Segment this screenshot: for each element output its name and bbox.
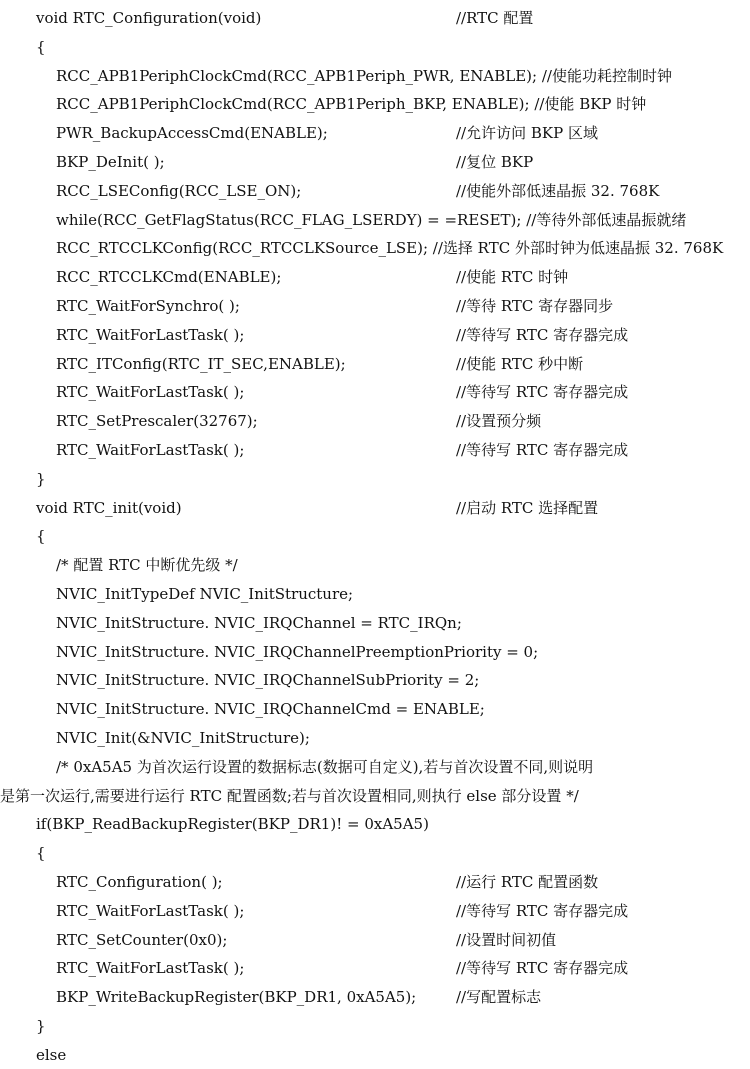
code-line	[0, 292, 750, 321]
code-text: RCC_APB1PeriphClockCmd(RCC_APB1Periph_PWR, ENABLE); //使能功耗控制时钟	[56, 66, 672, 85]
code-line	[0, 724, 750, 753]
code-line	[0, 522, 750, 551]
code-text: if(BKP_ReadBackupRegister(BKP_DR1)! = 0xA5A5)	[36, 815, 429, 834]
code-line	[0, 609, 750, 638]
code-comment: //设置时间初值	[456, 930, 557, 949]
code-text: RTC_ITConfig(RTC_IT_SEC,ENABLE);	[56, 354, 346, 373]
code-text: NVIC_InitTypeDef NVIC_InitStructure;	[56, 584, 354, 603]
code-text: {	[36, 527, 46, 546]
code-text: {	[36, 37, 46, 56]
code-text: RTC_WaitForLastTask( );	[56, 383, 245, 402]
code-text: }	[36, 469, 46, 488]
code-text: RTC_WaitForLastTask( );	[56, 325, 245, 344]
code-text: void RTC_Configuration(void)	[36, 9, 262, 27]
code-text: /* 0xA5A5 为首次运行设置的数据标志(数据可自定义),若与首次设置不同,则说明	[56, 757, 594, 776]
code-line	[0, 753, 750, 782]
code-line	[0, 465, 750, 494]
code-line	[0, 926, 750, 955]
code-comment: //等待写 RTC 寄存器完成	[456, 325, 629, 344]
code-line	[0, 983, 750, 1012]
code-text: BKP_DeInit( );	[56, 152, 165, 171]
code-text: RTC_Configuration( );	[56, 872, 223, 891]
code-text: RTC_WaitForLastTask( );	[56, 959, 245, 978]
code-line	[0, 321, 750, 350]
code-line	[0, 1041, 750, 1069]
code-text: RCC_RTCCLKCmd(ENABLE);	[56, 268, 282, 287]
code-text: RTC_WaitForSynchro( );	[56, 296, 240, 315]
code-text: NVIC_InitStructure. NVIC_IRQChannelCmd = ENABLE;	[56, 700, 485, 719]
code-line	[0, 551, 750, 580]
code-comment: //等待 RTC 寄存器同步	[456, 296, 614, 315]
code-line	[0, 4, 750, 33]
code-comment: //使能 RTC 时钟	[456, 268, 569, 287]
code-line	[0, 839, 750, 868]
code-line	[0, 695, 750, 724]
code-text: RTC_WaitForLastTask( );	[56, 440, 245, 459]
code-comment: //复位 BKP	[456, 152, 534, 171]
code-text: BKP_WriteBackupRegister(BKP_DR1, 0xA5A5);	[56, 988, 417, 1007]
code-text: while(RCC_GetFlagStatus(RCC_FLAG_LSERDY) = =RESET); //等待外部低速晶振就绪	[56, 210, 687, 229]
code-comment: //运行 RTC 配置函数	[456, 872, 599, 891]
code-line	[0, 810, 750, 839]
code-comment: //启动 RTC 选择配置	[456, 498, 599, 517]
code-comment: //等待写 RTC 寄存器完成	[456, 440, 629, 459]
code-line	[0, 206, 750, 235]
code-text: NVIC_Init(&NVIC_InitStructure);	[56, 728, 310, 747]
code-line	[0, 494, 750, 523]
code-comment: //使能外部低速晶振 32. 768K	[456, 181, 660, 200]
code-text: RTC_WaitForLastTask( );	[56, 901, 245, 920]
code-text: NVIC_InitStructure. NVIC_IRQChannelSubPriority = 2;	[56, 671, 480, 690]
code-line	[0, 868, 750, 897]
code-text: else	[36, 1045, 67, 1064]
code-comment: //允许访问 BKP 区域	[456, 124, 598, 143]
code-text: NVIC_InitStructure. NVIC_IRQChannel = RTC_IRQn;	[56, 613, 462, 632]
code-line	[0, 350, 750, 379]
code-line	[0, 954, 750, 983]
code-comment: //设置预分频	[456, 412, 542, 431]
code-text: RTC_SetCounter(0x0);	[56, 930, 228, 949]
code-text: RTC_SetPrescaler(32767);	[56, 412, 258, 431]
code-comment: //写配置标志	[456, 988, 542, 1007]
code-line	[0, 33, 750, 62]
code-comment: //RTC 配置	[456, 9, 534, 27]
code-line	[0, 897, 750, 926]
code-text: /* 配置 RTC 中断优先级 */	[56, 556, 238, 575]
code-line	[0, 1012, 750, 1041]
code-line	[0, 148, 750, 177]
code-line	[0, 782, 750, 811]
code-line	[0, 62, 750, 91]
code-comment: //等待写 RTC 寄存器完成	[456, 383, 629, 402]
code-comment: //等待写 RTC 寄存器完成	[456, 901, 629, 920]
code-text: NVIC_InitStructure. NVIC_IRQChannelPreemptionPriority = 0;	[56, 642, 539, 661]
code-text: RCC_RTCCLKConfig(RCC_RTCCLKSource_LSE); //选择 RTC 外部时钟为低速晶振 32. 768K	[56, 239, 724, 258]
code-text: RCC_APB1PeriphClockCmd(RCC_APB1Periph_BKP, ENABLE); //使能 BKP 时钟	[56, 95, 647, 114]
code-text: 是第一次运行,需要进行运行 RTC 配置函数;若与首次设置相同,则执行 else 部分设置 */	[0, 786, 579, 805]
code-line	[0, 378, 750, 407]
code-listing	[0, 4, 750, 1069]
code-line	[0, 580, 750, 609]
code-text: void RTC_init(void)	[36, 498, 182, 517]
code-comment: //使能 RTC 秒中断	[456, 354, 584, 373]
code-text: }	[36, 1016, 46, 1035]
code-line	[0, 638, 750, 667]
code-line	[0, 407, 750, 436]
code-text: RCC_LSEConfig(RCC_LSE_ON);	[56, 181, 302, 200]
code-line	[0, 119, 750, 148]
code-comment: //等待写 RTC 寄存器完成	[456, 959, 629, 978]
code-line	[0, 263, 750, 292]
code-text: {	[36, 844, 46, 863]
code-text: PWR_BackupAccessCmd(ENABLE);	[56, 124, 328, 143]
code-line	[0, 177, 750, 206]
code-line	[0, 666, 750, 695]
code-line	[0, 90, 750, 119]
code-line	[0, 436, 750, 465]
code-line	[0, 234, 750, 263]
